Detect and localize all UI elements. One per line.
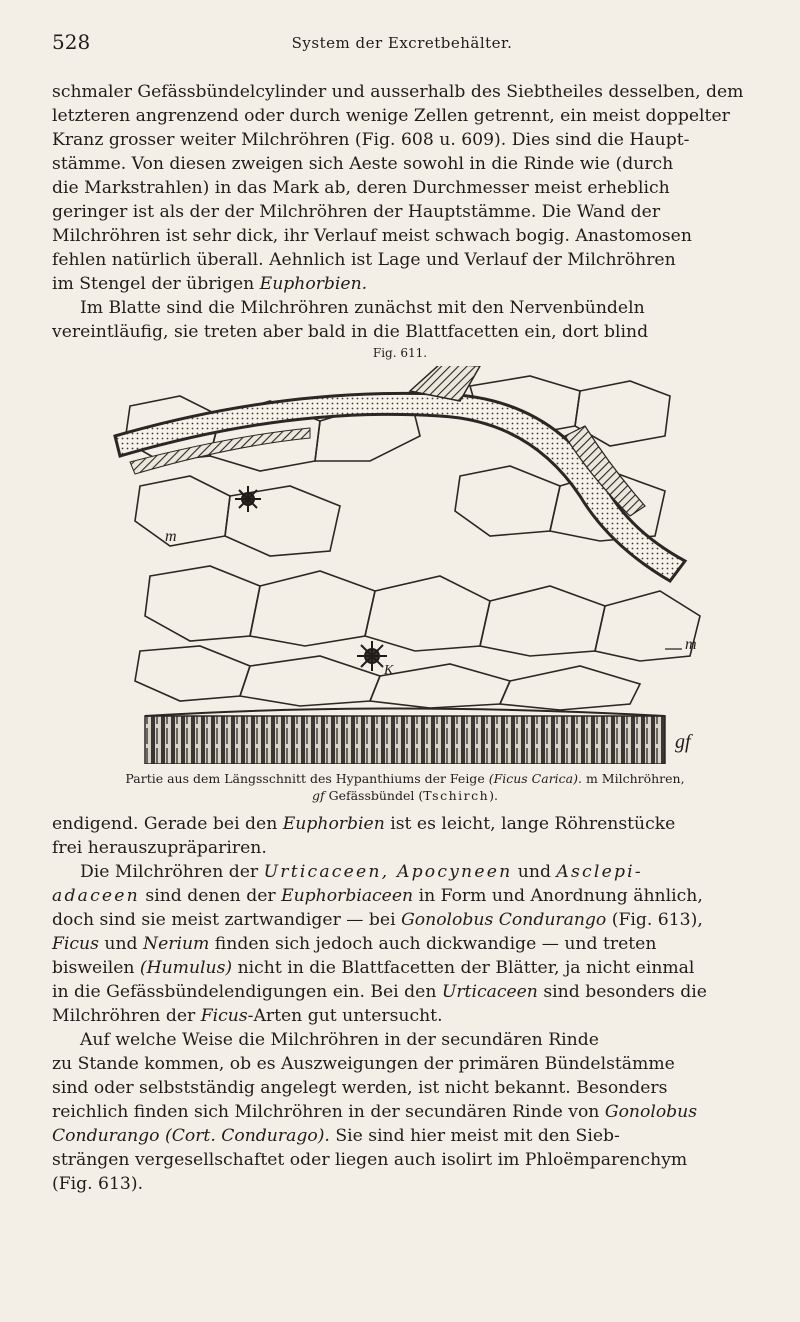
- figure-label: Fig. 611.: [372, 346, 428, 360]
- text-line: vereintläufig, sie treten aber bald in die Blattfacetten ein, dort blind: [52, 322, 649, 342]
- text-line: Auf welche Weise die Milchröhren in der secundären Rinde: [80, 1030, 599, 1050]
- figure-caption: Partie aus dem Längsschnitt des Hypanthiums der Feige (Ficus Carica). m Milchröhren, gf Gefässbündel (Tschirch).: [125, 771, 685, 803]
- text-line: fehlen natürlich überall. Aehnlich ist Lage und Verlauf der Milchröhren: [52, 250, 676, 270]
- figure-label-k: K: [384, 663, 394, 678]
- page-header: [52, 30, 752, 58]
- text-line: Milchröhren der Ficus-Arten gut untersucht.: [52, 1006, 443, 1026]
- text-line: reichlich finden sich Milchröhren in der secundären Rinde von Gonolobus: [52, 1102, 698, 1122]
- text-line: Milchröhren ist sehr dick, ihr Verlauf meist schwach bogig. Anastomosen: [52, 226, 692, 246]
- text-line: adaceen sind denen der Euphorbiaceen in Form und Anordnung ähnlich,: [52, 886, 703, 906]
- text-line: sind oder selbstständig angelegt werden, ist nicht bekannt. Besonders: [52, 1078, 668, 1098]
- text-line: Ficus und Nerium finden sich jedoch auch dickwandige — und treten: [52, 934, 657, 954]
- text-line: zu Stande kommen, ob es Auszweigungen der primären Bündelstämme: [52, 1054, 675, 1074]
- figure-label-m: m: [685, 636, 697, 653]
- text-line: Im Blatte sind die Milchröhren zunächst mit den Nervenbündeln: [80, 298, 645, 318]
- text-line: letzteren angrenzend oder durch wenige Zellen getrennt, ein meist doppelter: [52, 106, 730, 126]
- text-line: doch sind sie meist zartwandiger — bei Gonolobus Condurango (Fig. 613),: [52, 910, 703, 930]
- text-line: strängen vergesellschaftet oder liegen auch isolirt im Phloëmparenchym: [52, 1150, 688, 1170]
- text-line: geringer ist als der der Milchröhren der Hauptstämme. Die Wand der: [52, 202, 661, 222]
- paragraph-top: [52, 80, 768, 344]
- text-line: Kranz grosser weiter Milchröhren (Fig. 608 u. 609). Dies sind die Haupt-: [52, 130, 690, 150]
- text-line: Die Milchröhren der Urticaceen, Apocyneen und Asclepi-: [80, 862, 643, 882]
- text-line: stämme. Von diesen zweigen sich Aeste sowohl in die Rinde wie (durch: [52, 154, 674, 174]
- running-head: System der Excretbehälter.: [291, 34, 513, 52]
- text-line: im Stengel der übrigen Euphorbien.: [52, 274, 368, 294]
- text-line: bisweilen (Humulus) nicht in die Blattfacetten der Blätter, ja nicht einmal: [52, 958, 695, 978]
- text-line: frei herauszupräpariren.: [52, 838, 267, 858]
- text-line: Condurango (Cort. Condurago). Sie sind hier meist mit den Sieb-: [52, 1126, 620, 1146]
- figure-label-m: m: [165, 528, 177, 545]
- figure-label-gf: gf: [675, 731, 691, 753]
- text-line: die Markstrahlen) in das Mark ab, deren Durchmesser meist erheblich: [52, 178, 670, 198]
- text-line: endigend. Gerade bei den Euphorbien ist es leicht, lange Röhrenstücke: [52, 814, 676, 834]
- text-line: schmaler Gefässbündelcylinder und ausserhalb des Siebtheiles desselben, dem: [52, 82, 744, 102]
- figure-illustration: [110, 366, 710, 764]
- text-line: (Fig. 613).: [52, 1174, 144, 1194]
- page-number: 528: [52, 30, 91, 54]
- paragraph-bottom: [52, 812, 768, 1196]
- text-line: in die Gefässbündelendigungen ein. Bei den Urticaceen sind besonders die: [52, 982, 707, 1002]
